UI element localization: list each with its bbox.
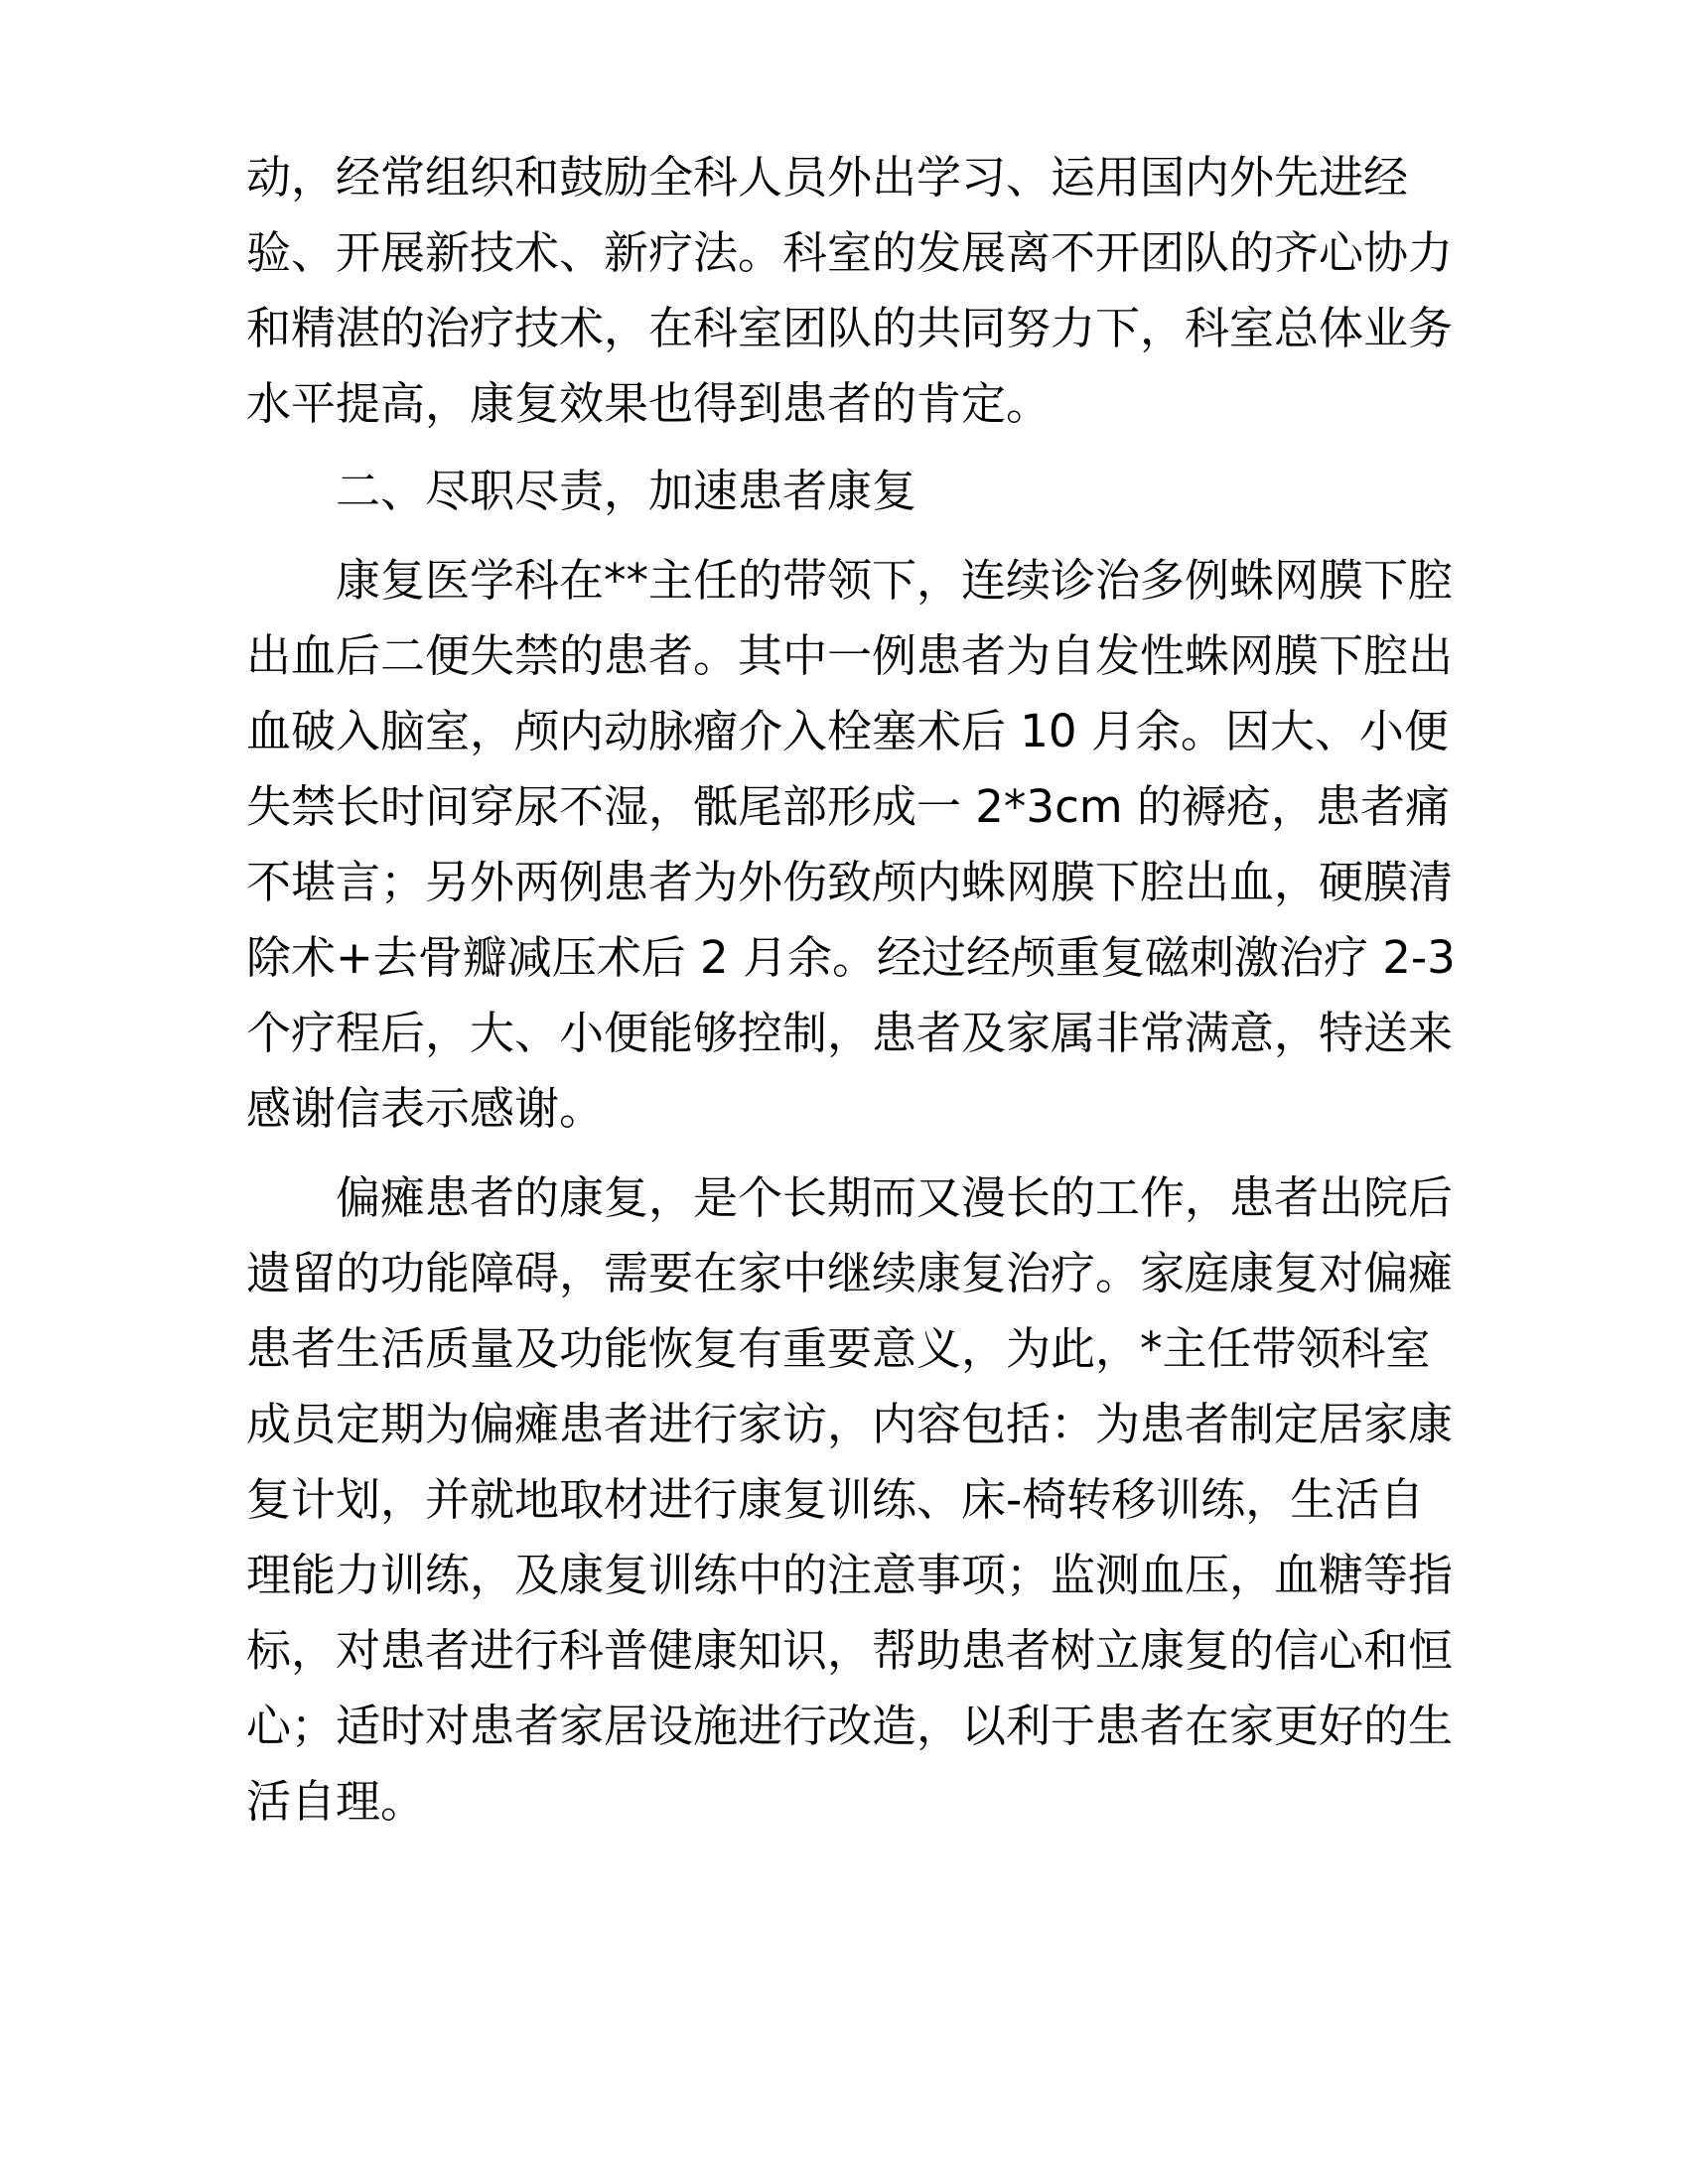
paragraph-3-line-7: 标，对患者进行科普健康知识，帮助患者树立康复的信心和恒: [246, 1624, 1454, 1677]
paragraph-3-line-8: 心；适时对患者家居设施进行改造，以利于患者在家更好的生: [246, 1700, 1454, 1752]
paragraph-1-line-1: 动，经常组织和鼓励全科人员外出学习、运用国内外先进经: [246, 151, 1409, 204]
paragraph-3-line-5: 复计划，并就地取材进行康复训练、床-椅转移训练，生活自: [246, 1473, 1425, 1526]
paragraph-3-line-4: 成员定期为偏瘫患者进行家访，内容包括：为患者制定居家康: [246, 1398, 1454, 1450]
paragraph-3-line-9: 活自理。: [246, 1775, 426, 1828]
paragraph-2-line-3: 血破入脑室，颅内动脉瘤介入栓塞术后 10 月余。因大、小便: [246, 705, 1449, 757]
paragraph-1-line-3: 和精湛的治疗技术，在科室团队的共同努力下，科室总体业务: [246, 302, 1454, 354]
paragraph-1-line-2: 验、开展新技术、新疗法。科室的发展离不开团队的齐心协力: [246, 226, 1454, 279]
paragraph-2-line-5: 不堪言；另外两例患者为外伤致颅内蛛网膜下腔出血，硬膜清: [246, 856, 1454, 908]
paragraph-3-line-6: 理能力训练，及康复训练中的注意事项；监测血压，血糖等指: [246, 1549, 1454, 1601]
paragraph-2-line-4: 失禁长时间穿尿不湿，骶尾部形成一 2*3cm 的褥疮，患者痛: [246, 780, 1450, 833]
paragraph-2-line-2: 出血后二便失禁的患者。其中一例患者为自发性蛛网膜下腔出: [246, 629, 1454, 682]
paragraph-3-line-3: 患者生活质量及功能恢复有重要意义，为此，*主任带领科室: [246, 1322, 1431, 1375]
paragraph-2-line-6: 除术+去骨瓣减压术后 2 月余。经过经颅重复磁刺激治疗 2-3: [246, 931, 1456, 984]
paragraph-3-line-2: 遗留的功能障碍，需要在家中继续康复治疗。家庭康复对偏瘫: [246, 1247, 1454, 1299]
paragraph-2-line-1: 康复医学科在**主任的带领下，连续诊治多例蛛网膜下腔: [336, 554, 1454, 607]
paragraph-2-line-7: 个疗程后，大、小便能够控制，患者及家属非常满意，特送来: [246, 1007, 1454, 1059]
paragraph-3-line-1: 偏瘫患者的康复，是个长期而又漫长的工作，患者出院后: [336, 1171, 1454, 1224]
paragraph-2-line-8: 感谢信表示感谢。: [246, 1082, 605, 1135]
paragraph-1-line-4: 水平提高，康复效果也得到患者的肯定。: [246, 377, 1052, 430]
section-heading: 二、尽职尽责，加速患者康复: [336, 465, 917, 517]
